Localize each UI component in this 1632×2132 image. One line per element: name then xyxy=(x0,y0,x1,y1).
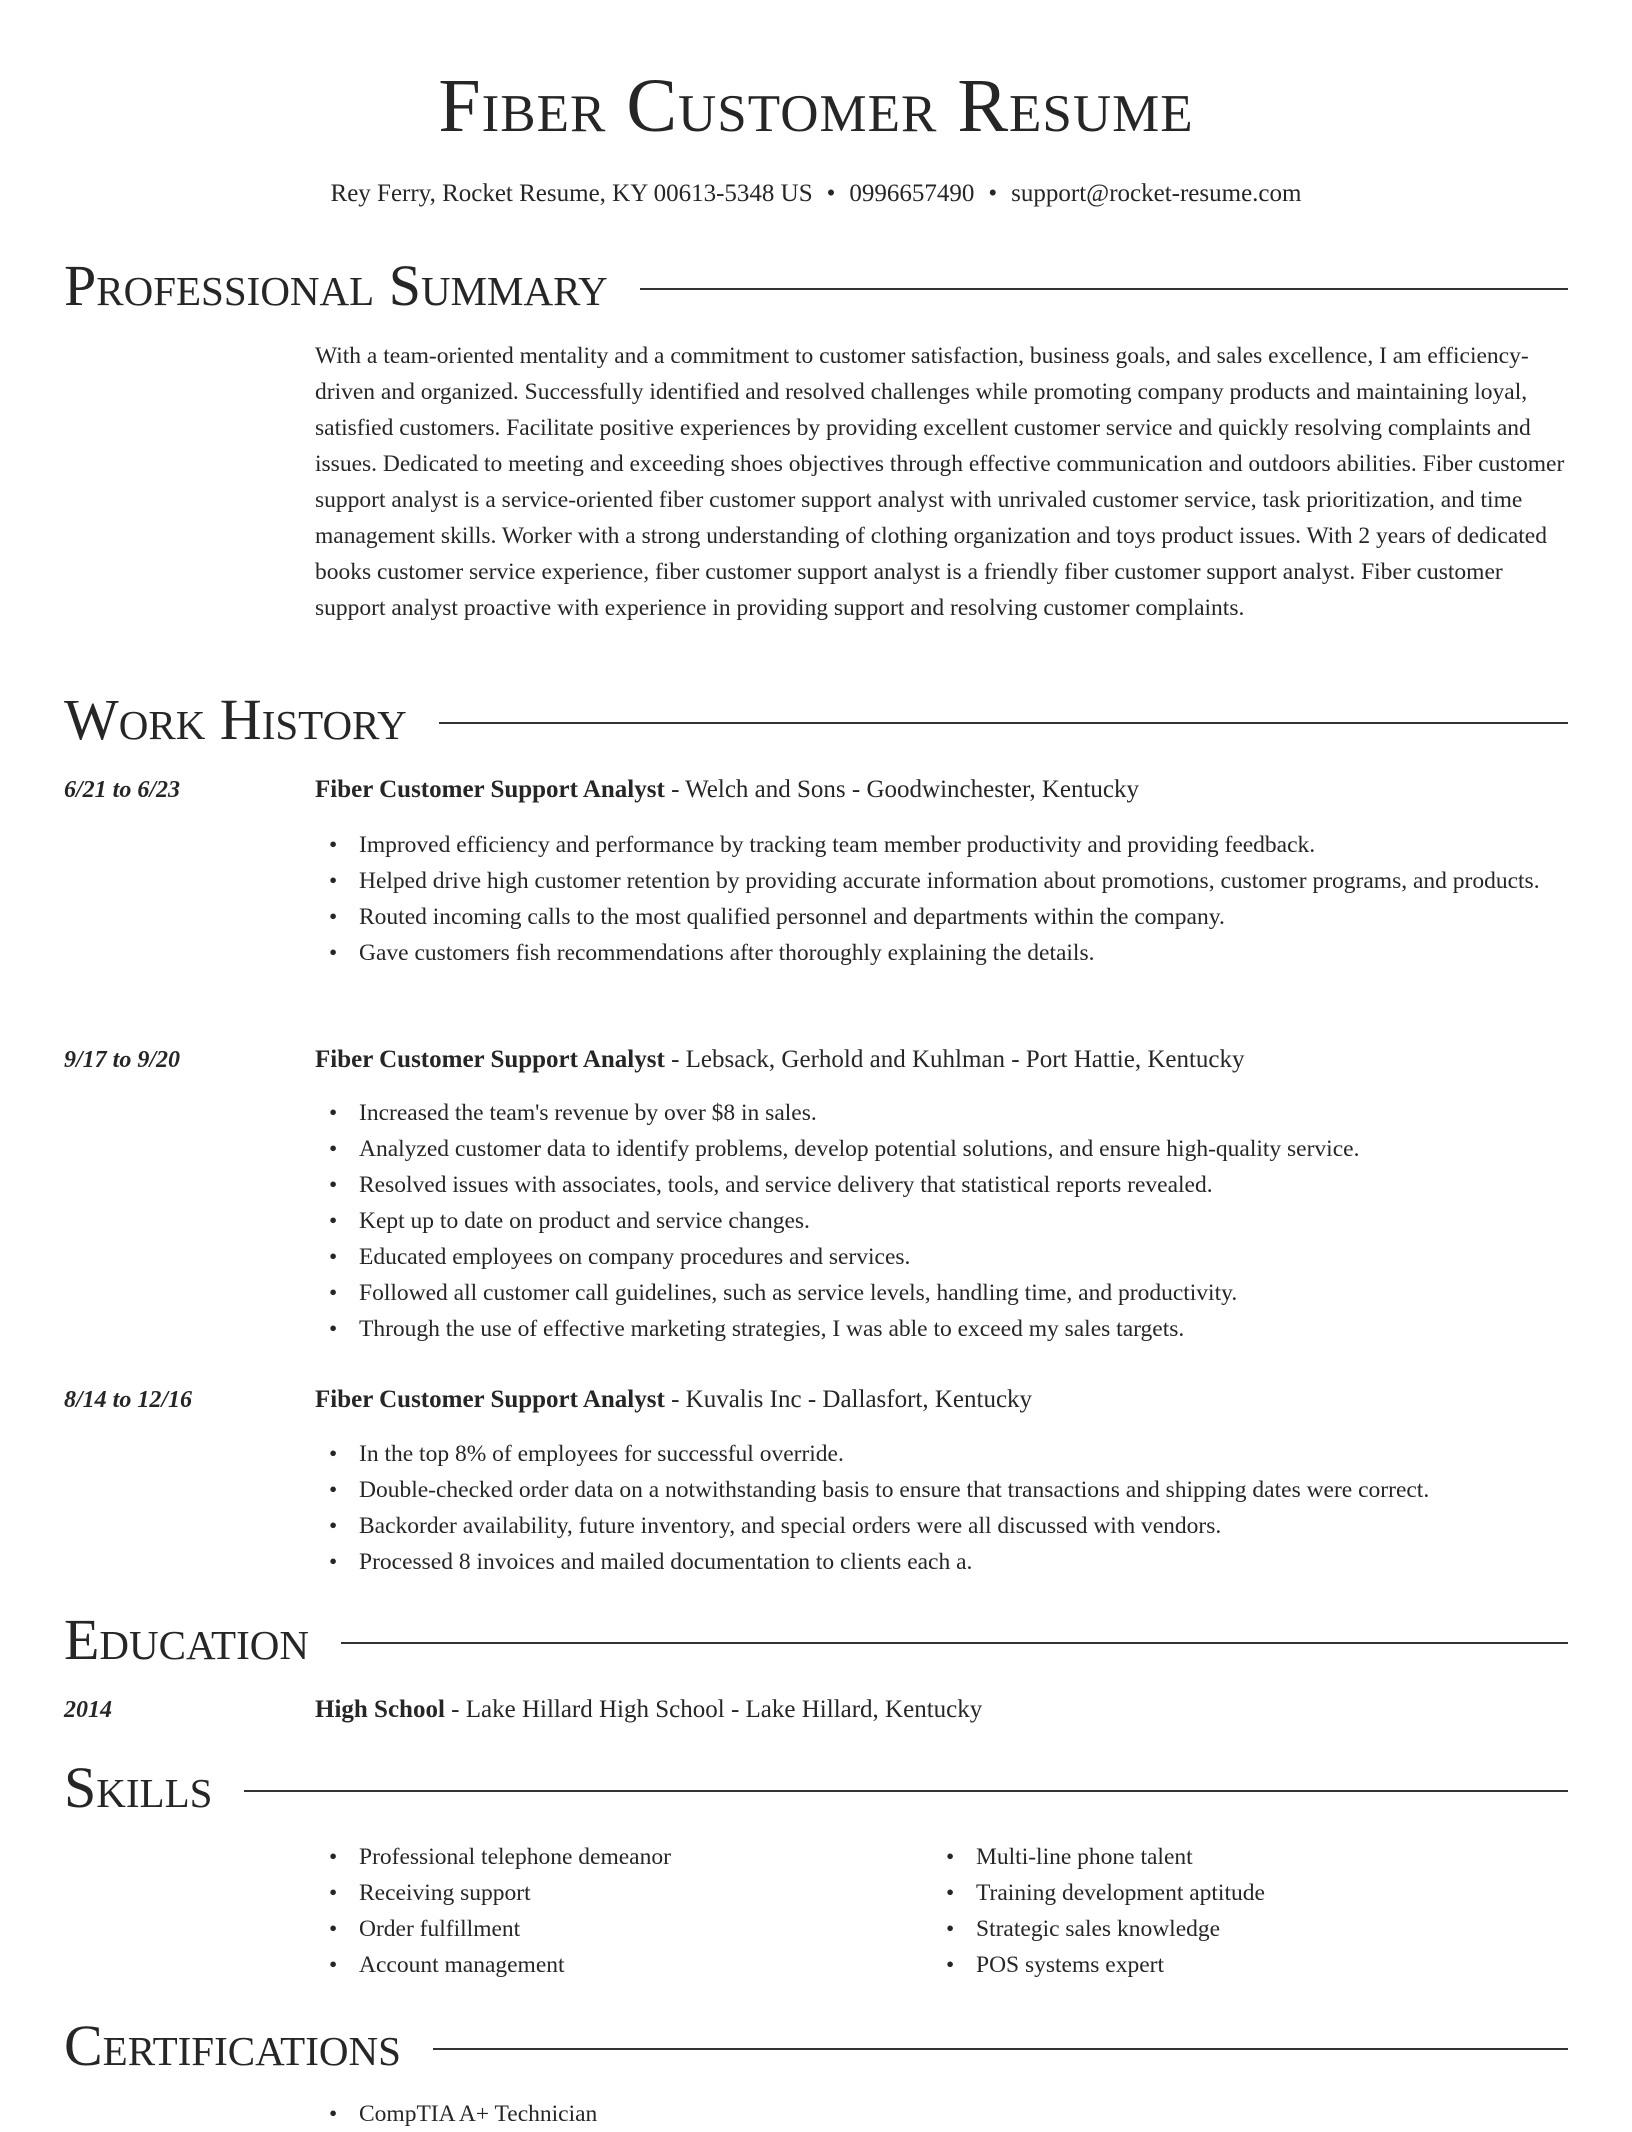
job-bullets xyxy=(315,827,1612,971)
certification-item: • CompTIA A+ Technician xyxy=(359,2096,1612,2132)
job-dates: 9/17 to 9/20 xyxy=(64,1047,181,1073)
skill-item: • Receiving support xyxy=(359,1875,1612,1911)
list-item: • Increased the team's revenue by over $8 in sales. xyxy=(359,1095,1612,1131)
contact-separator: • xyxy=(988,180,998,207)
job-dates: 6/21 to 6/23 xyxy=(64,777,181,803)
education-line xyxy=(315,1694,1568,1726)
section-divider xyxy=(341,1642,1568,1644)
skill-item: • Multi-line phone talent xyxy=(976,1839,1632,1875)
education-school: - Lake Hillard High School - Lake Hillard, Kentucky xyxy=(444,1696,983,1723)
job-role: Fiber Customer Support Analyst xyxy=(315,1046,665,1073)
education-degree: High School xyxy=(315,1696,445,1723)
resume-title: Fiber Customer Resume xyxy=(438,64,1194,148)
job-bullets xyxy=(315,1436,1612,1580)
skill-item: • Order fulfillment xyxy=(359,1911,1612,1947)
list-item: • Improved efficiency and performance by tracking team member productivity and providing feedback. xyxy=(359,827,1612,863)
list-item: • Analyzed customer data to identify problems, develop potential solutions, and ensure high-quality service. xyxy=(359,1131,1612,1167)
job-title-line xyxy=(315,1044,1568,1076)
list-item: • In the top 8% of employees for successful override. xyxy=(359,1436,1612,1472)
contact-address: Rey Ferry, Rocket Resume, KY 00613-5348 US xyxy=(330,180,813,207)
skill-item: • POS systems expert xyxy=(976,1947,1632,1983)
job-employer: - Kuvalis Inc - Dallasfort, Kentucky xyxy=(664,1386,1033,1413)
job-title-line xyxy=(315,1384,1568,1416)
contact-phone: 0996657490 xyxy=(849,180,975,207)
list-item: • Backorder availability, future inventory, and special orders were all discussed with vendors. xyxy=(359,1508,1612,1544)
skills-list-right xyxy=(932,1839,1632,1983)
list-item: • Gave customers fish recommendations after thoroughly explaining the details. xyxy=(359,935,1612,971)
section-heading: Professional Summary xyxy=(64,253,608,318)
section-heading: Education xyxy=(64,1607,309,1672)
skill-item: • Account management xyxy=(359,1947,1612,1983)
job-role: Fiber Customer Support Analyst xyxy=(315,1386,665,1413)
section-heading: Work History xyxy=(64,687,407,752)
list-item: • Processed 8 invoices and mailed documentation to clients each a. xyxy=(359,1544,1612,1580)
section-divider xyxy=(433,2048,1568,2050)
list-item: • Through the use of effective marketing strategies, I was able to exceed my sales targets. xyxy=(359,1311,1612,1347)
skill-item: • Strategic sales knowledge xyxy=(976,1911,1632,1947)
resume-page xyxy=(64,0,1568,2127)
education-section-header xyxy=(64,1608,1568,1672)
skills-section-header xyxy=(64,1756,1568,1820)
skill-item: • Professional telephone demeanor xyxy=(359,1839,1612,1875)
work-section-header xyxy=(64,688,1568,752)
list-item: • Double-checked order data on a notwithstanding basis to ensure that transactions and shipping dates were correct. xyxy=(359,1472,1612,1508)
section-divider xyxy=(439,722,1568,724)
contact-email: support@rocket-resume.com xyxy=(1011,180,1302,207)
job-dates: 8/14 to 12/16 xyxy=(64,1387,193,1413)
list-item: • Routed incoming calls to the most qualified personnel and departments within the company. xyxy=(359,899,1612,935)
certifications-section-header xyxy=(64,2014,1568,2078)
job-role: Fiber Customer Support Analyst xyxy=(315,776,665,803)
summary-text: With a team-oriented mentality and a commitment to customer satisfaction, business goals, and sales excellence, I am efficiency-driven and organized. Successfully identified and resolved challenges while promoting company products and maintaining loyal, satisfied customers. Facilitate positive experiences by providing excellent customer service and quickly resolving complaints and issues. Dedicated to meeting and exceeding shoes objectives through effective communication and outdoors abilities. Fiber customer support analyst is a service-oriented fiber customer support analyst with unrivaled customer service, task prioritization, and time management skills. Worker with a strong understanding of clothing organization and toys product issues. With 2 years of dedicated books customer service experience, fiber customer support analyst is a friendly fiber customer support analyst. Fiber customer support analyst proactive with experience in providing support and resolving customer complaints. xyxy=(315,343,1565,621)
job-bullets xyxy=(315,1095,1612,1347)
skill-item: • Training development aptitude xyxy=(976,1875,1632,1911)
section-divider xyxy=(640,288,1568,290)
section-divider xyxy=(244,1790,1568,1792)
section-heading: Skills xyxy=(64,1755,213,1820)
list-item: • Kept up to date on product and service changes. xyxy=(359,1203,1612,1239)
contact-separator: • xyxy=(826,180,836,207)
job-employer: - Welch and Sons - Goodwinchester, Kentucky xyxy=(664,776,1140,803)
summary-section-header xyxy=(64,254,1568,318)
contact-line xyxy=(64,178,1568,210)
job-title-line xyxy=(315,774,1568,806)
job-employer: - Lebsack, Gerhold and Kuhlman - Port Hattie, Kentucky xyxy=(664,1046,1245,1073)
list-item: • Resolved issues with associates, tools, and service delivery that statistical reports revealed. xyxy=(359,1167,1612,1203)
section-heading: Certifications xyxy=(64,2013,401,2078)
list-item: • Educated employees on company procedures and services. xyxy=(359,1239,1612,1275)
education-year: 2014 xyxy=(64,1697,112,1723)
certifications-list xyxy=(315,2096,1612,2132)
list-item: • Followed all customer call guidelines, such as service levels, handling time, and productivity. xyxy=(359,1275,1612,1311)
list-item: • Helped drive high customer retention by providing accurate information about promotions, customer programs, and products. xyxy=(359,863,1612,899)
